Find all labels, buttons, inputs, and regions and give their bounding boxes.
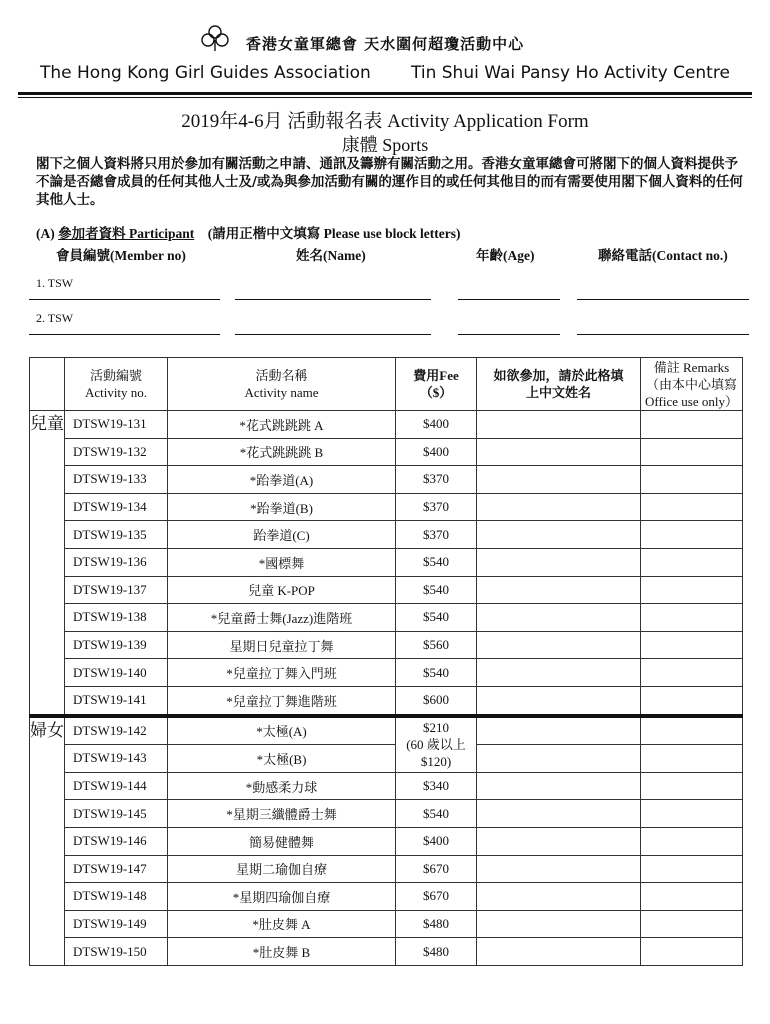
remarks-cell [641,521,743,549]
activity-fee: $540 [396,576,477,604]
signup-name-cell[interactable] [477,466,641,494]
activity-fee: $340 [396,772,477,800]
activity-code: DTSW19-149 [65,910,168,938]
table-row [30,438,743,466]
signup-name-cell[interactable] [477,827,641,855]
table-row [30,800,743,828]
remarks-cell [641,411,743,439]
activity-name: *跆拳道(B) [168,493,396,521]
participant-row-1-label: 1. TSW [36,276,74,290]
activity-name: *國標舞 [168,548,396,576]
signup-name-cell[interactable] [477,631,641,659]
activity-code: DTSW19-141 [65,686,168,715]
activity-table [29,357,743,966]
section-a-prefix: (A) [36,226,55,241]
remarks-cell [641,631,743,659]
privacy-notice: 閣下之個人資料將只用於參加有關活動之申請、通訊及籌辦有關活動之用。香港女童軍總會可將閣下的個人資料提供予不論是否總會成員的任何其他人士及/或為與參加活動有關的運作目的或任何其他目的而有需要使用閣下個人資料的任何其他人士。 [36,156,743,208]
remarks-cell [641,686,743,715]
activity-fee: $540 [396,800,477,828]
activity-name: *太極(A) [168,716,396,745]
signup-name-cell[interactable] [477,659,641,687]
form-subtitle: 康體 Sports [341,135,429,155]
activity-name: *花式跳跳跳 A [168,411,396,439]
category-header [30,358,65,411]
activity-fee: $400 [396,411,477,439]
remarks-cell [641,855,743,883]
signup-name-cell[interactable] [477,548,641,576]
section-a-note: (請用正楷中文填寫 Please use block letters) [207,226,461,241]
activity-code: DTSW19-136 [65,548,168,576]
table-row [30,659,743,687]
activity-name: *太極(B) [168,745,396,773]
activity-name: *星期三纖體爵士舞 [168,800,396,828]
remarks-cell [641,827,743,855]
signup-name-cell[interactable] [477,855,641,883]
activity-name: *花式跳跳跳 B [168,438,396,466]
fee-header: 費用Fee （$） [396,358,477,411]
activity-code: DTSW19-134 [65,493,168,521]
signup-name-cell[interactable] [477,745,641,773]
activity-code: DTSW19-150 [65,938,168,966]
age-field-1[interactable] [458,299,560,300]
contact-header: 聯絡電話(Contact no.) [598,248,728,263]
signup-name-cell[interactable] [477,521,641,549]
activity-code: DTSW19-132 [65,438,168,466]
table-row [30,938,743,966]
header-rule-thin [18,97,752,98]
activity-fee: $480 [396,938,477,966]
activity-name: *跆拳道(A) [168,466,396,494]
activity-name: *兒童拉丁舞入門班 [168,659,396,687]
activity-fee: $670 [396,883,477,911]
activity-no-header: 活動編號 Activity no. [65,358,168,411]
centre-name-en: Tin Shui Wai Pansy Ho Activity Centre [411,63,730,83]
signup-header: 如欲參加，請於此格填 上中文姓名 [477,358,641,411]
activity-name: *星期四瑜伽自療 [168,883,396,911]
remarks-cell [641,745,743,773]
activity-code: DTSW19-148 [65,883,168,911]
signup-name-cell[interactable] [477,716,641,745]
contact-field-1[interactable] [577,299,749,300]
remarks-cell [641,604,743,632]
name-field-2[interactable] [235,334,431,335]
category-children: 兒童 [30,411,65,716]
remarks-cell [641,659,743,687]
activity-code: DTSW19-144 [65,772,168,800]
table-row [30,827,743,855]
table-row [30,883,743,911]
signup-name-cell[interactable] [477,493,641,521]
signup-name-cell[interactable] [477,604,641,632]
activity-name: 星期日兒童拉丁舞 [168,631,396,659]
name-field-1[interactable] [235,299,431,300]
remarks-cell [641,772,743,800]
category-women: 婦女 [30,716,65,966]
table-row [30,855,743,883]
table-row [30,910,743,938]
table-header-row [30,358,743,411]
activity-fee: $370 [396,466,477,494]
activity-code: DTSW19-147 [65,855,168,883]
activity-code: DTSW19-133 [65,466,168,494]
activity-code: DTSW19-142 [65,716,168,745]
remarks-cell [641,493,743,521]
contact-field-2[interactable] [577,334,749,335]
activity-fee: $400 [396,438,477,466]
activity-name-header: 活動名稱 Activity name [168,358,396,411]
activity-name: *兒童拉丁舞進階班 [168,686,396,715]
activity-code: DTSW19-131 [65,411,168,439]
signup-name-cell[interactable] [477,883,641,911]
signup-name-cell[interactable] [477,800,641,828]
activity-name: 兒童 K-POP [168,576,396,604]
table-row [30,576,743,604]
table-row [30,493,743,521]
activity-code: DTSW19-146 [65,827,168,855]
participant-row-2-label: 2. TSW [36,311,74,325]
remarks-cell [641,910,743,938]
activity-name: *兒童爵士舞(Jazz)進階班 [168,604,396,632]
age-field-2[interactable] [458,334,560,335]
form-title: 2019年4-6月 活動報名表 Activity Application Form [181,111,589,132]
remarks-cell [641,800,743,828]
table-row [30,521,743,549]
activity-name: *肚皮舞 B [168,938,396,966]
name-header: 姓名(Name) [296,248,366,263]
signup-name-cell[interactable] [477,576,641,604]
signup-name-cell[interactable] [477,686,641,715]
table-row [30,411,743,439]
activity-fee: $560 [396,631,477,659]
member-no-field-1[interactable] [29,299,220,300]
activity-fee: $400 [396,827,477,855]
org-name-en: The Hong Kong Girl Guides Association [40,63,371,83]
remarks-cell [641,548,743,576]
activity-fee: $540 [396,604,477,632]
remarks-header: 備註 Remarks （由本中心填寫 Office use only） [641,358,743,411]
table-row [30,466,743,494]
remarks-cell [641,438,743,466]
activity-code: DTSW19-139 [65,631,168,659]
activity-name: *肚皮舞 A [168,910,396,938]
table-row [30,604,743,632]
activity-code: DTSW19-143 [65,745,168,773]
table-row [30,716,743,745]
remarks-cell [641,938,743,966]
signup-name-cell[interactable] [477,772,641,800]
org-name-zh: 香港女童軍總會 天水圍何超瓊活動中心 [245,35,525,53]
activity-fee: $600 [396,686,477,715]
remarks-cell [641,466,743,494]
table-row [30,745,743,773]
signup-name-cell[interactable] [477,411,641,439]
activity-fee: $540 [396,548,477,576]
table-row [30,772,743,800]
activity-name: 跆拳道(C) [168,521,396,549]
table-row [30,548,743,576]
activity-fee: $480 [396,910,477,938]
activity-code: DTSW19-135 [65,521,168,549]
header-rule [18,92,752,95]
table-row [30,686,743,715]
age-header: 年齡(Age) [476,248,535,263]
activity-code: DTSW19-137 [65,576,168,604]
member-no-field-2[interactable] [29,334,220,335]
activity-name: 簡易健體舞 [168,827,396,855]
activity-fee: $670 [396,855,477,883]
activity-fee: $370 [396,493,477,521]
activity-name: 星期二瑜伽自療 [168,855,396,883]
activity-code: DTSW19-145 [65,800,168,828]
remarks-cell [641,576,743,604]
activity-code: DTSW19-140 [65,659,168,687]
signup-name-cell[interactable] [477,910,641,938]
signup-name-cell[interactable] [477,938,641,966]
signup-name-cell[interactable] [477,438,641,466]
activity-fee: $210 (60 歲以上 $120) [396,716,477,773]
activity-code: DTSW19-138 [65,604,168,632]
remarks-cell [641,883,743,911]
remarks-cell [641,716,743,745]
table-row [30,631,743,659]
activity-fee: $540 [396,659,477,687]
section-a-heading [36,222,460,242]
activity-fee: $370 [396,521,477,549]
member-no-header: 會員編號(Member no) [56,248,186,263]
section-a-label: 參加者資料 Participant [58,226,195,241]
activity-name: *動感柔力球 [168,772,396,800]
